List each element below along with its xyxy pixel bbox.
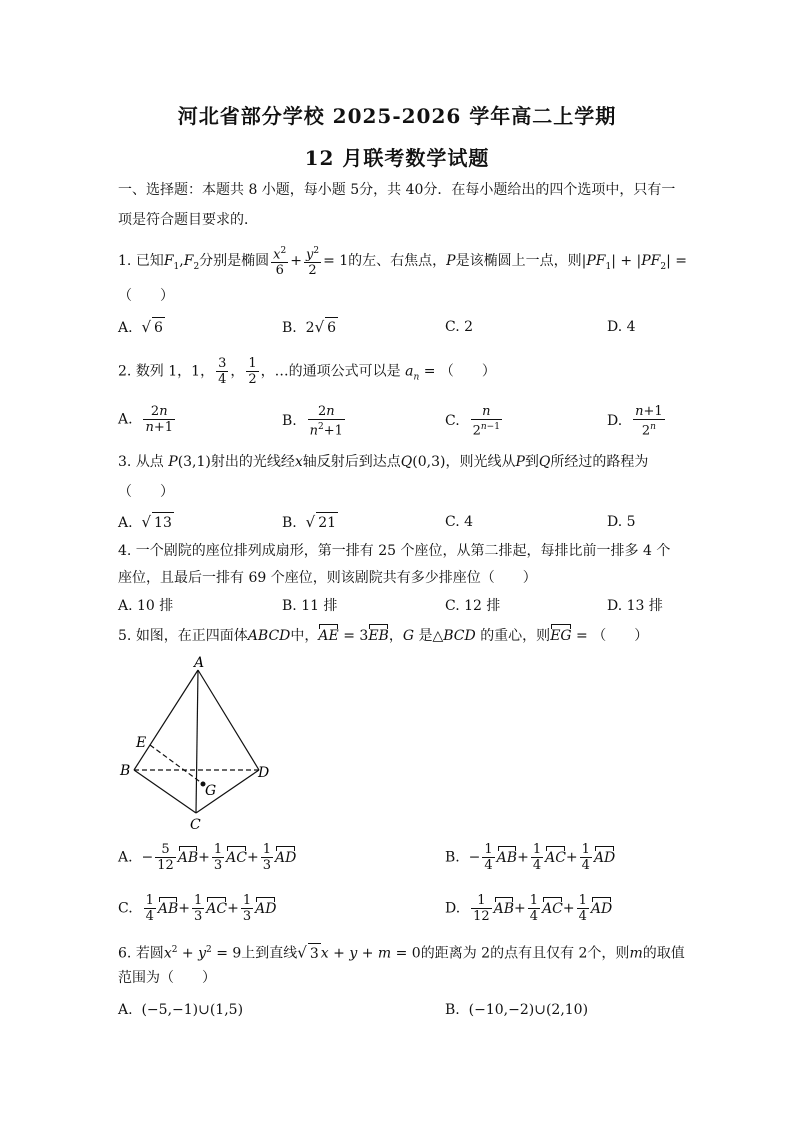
- question-3-option-c: C. 4: [445, 514, 474, 530]
- question-3-stem: 3. 从点 P(3,1)射出的光线经x轴反射后到达点Q(0,3)，则光线从P到Q所经过的路程为: [118, 454, 649, 470]
- question-5-stem: 5. 如图，在正四面体ABCD中，AE = 3EB，G 是△BCD 的重心，则EG = （ ）: [118, 628, 649, 644]
- question-4-option-a: A. 10 排: [118, 598, 174, 614]
- label-g: G: [205, 783, 217, 799]
- question-4-line2: 座位，且最后一排有 69 个座位，则该剧院共有多少排座位（ ）: [118, 570, 537, 586]
- question-1-text-1: 已知: [135, 253, 164, 270]
- question-5-option-d: D. $\frac{1}{12}$ AB+ $\frac{1}{4}$ AC+ $\frac{1}{4}$ AD: [445, 893, 613, 924]
- question-4-option-d: D. 13 排: [607, 598, 663, 614]
- section1-intro-line2: 项是符合题目要求的．: [118, 212, 258, 228]
- question-5-option-b: B. − $\frac{1}{4}$ AB+ $\frac{1}{4}$ AC+ $\frac{1}{4}$ AD: [445, 842, 616, 873]
- question-1-stem: 1. 已知$F_1,F_2$分别是椭圆 $\frac{x^2}{6}$ + $\frac{y^2}{2}$ = 1的左、右焦点，P是该椭圆上一点，则$|PF_1| + |PF_2|$ =: [118, 246, 688, 279]
- edge-ac: [196, 670, 198, 813]
- section1-intro-line1: 一、选择题：本题共 8 小题，每小题 5分，共 40分．在每小题给出的四个选项中，只有一: [118, 182, 676, 198]
- label-b: B: [120, 763, 131, 779]
- label-d: D: [258, 765, 270, 781]
- question-1-text-2: 分别是椭圆: [199, 253, 270, 270]
- edge-bc: [134, 770, 196, 813]
- question-2-text-2: ，…的通项公式可以是: [260, 363, 401, 380]
- question-2-option-c: C. $\frac{n}{2^{n-1}}$: [445, 404, 500, 439]
- question-2-text-1: 数列 1，1，: [135, 363, 215, 380]
- segment-eg: [150, 745, 203, 784]
- question-2-stem: 2. 数列 1，1， $\frac{3}{4}$ ， $\frac{1}{2}$ ，…的通项公式可以是 $a_n$ = （ ）: [118, 356, 496, 387]
- question-4-option-b: B. 11 排: [282, 598, 338, 614]
- exam-title-line1: 河北省部分学校 2025-2026 学年高二上学期: [177, 104, 617, 128]
- question-1-option-b: B. 2√ 6: [282, 318, 337, 336]
- question-5-option-c: C. $\frac{1}{4}$ AB+ $\frac{1}{3}$ AC+ $\frac{1}{3}$ AD: [118, 893, 277, 924]
- question-1-option-c: C. 2: [445, 319, 474, 335]
- question-6-line2: 范围为（ ）: [118, 970, 216, 986]
- question-3-option-a: A. √ 13: [118, 513, 172, 531]
- label-c: C: [190, 817, 201, 833]
- question-6-stem: 6. 若圆$x^2 + y^2 = 9$上到直线√ 3 x + y + m = 0的距离为 2的点有且仅有 2个，则m的取值: [118, 943, 685, 962]
- question-3-paren: （ ）: [118, 484, 174, 500]
- label-e: E: [136, 735, 147, 751]
- question-4-option-c: C. 12 排: [445, 598, 501, 614]
- question-1-text-3: 的左、右焦点，: [348, 253, 447, 270]
- question-4-line1: 4. 一个剧院的座位排列成扇形，第一排有 25 个座位，从第二排起，每排比前一排多 4 个: [118, 543, 671, 559]
- question-6-option-b: B. (−10,−2)∪(2,10): [445, 1002, 589, 1018]
- question-1-option-d: D. 4: [607, 319, 636, 335]
- question-1-number: 1.: [118, 253, 132, 270]
- edge-ab: [134, 670, 198, 770]
- question-1-text-4: 是该椭圆上一点，则: [455, 253, 582, 270]
- question-3-option-b: B. √ 21: [282, 513, 337, 531]
- question-2-option-a: A. $\frac{2n}{n+1}$: [118, 404, 174, 435]
- exam-title-line2: 12 月联考数学试题: [304, 146, 490, 170]
- question-2-option-b: B. $\frac{2n}{n^2+1}$: [282, 404, 343, 439]
- question-3-option-d: D. 5: [607, 514, 636, 530]
- question-6-option-a: A. (−5,−1)∪(1,5): [118, 1002, 244, 1018]
- question-1-paren: （ ）: [118, 288, 174, 304]
- question-1-option-a: A. √ 6: [118, 318, 163, 336]
- label-a: A: [194, 655, 205, 671]
- tetrahedron-figure: [110, 655, 290, 835]
- question-2-option-d: D. $\frac{n+1}{2^n}$: [607, 404, 663, 439]
- edge-ad: [198, 670, 259, 770]
- question-5-option-a: A. − $\frac{5}{12}$ AB+ $\frac{1}{3}$ AC+ $\frac{1}{3}$ AD: [118, 842, 297, 873]
